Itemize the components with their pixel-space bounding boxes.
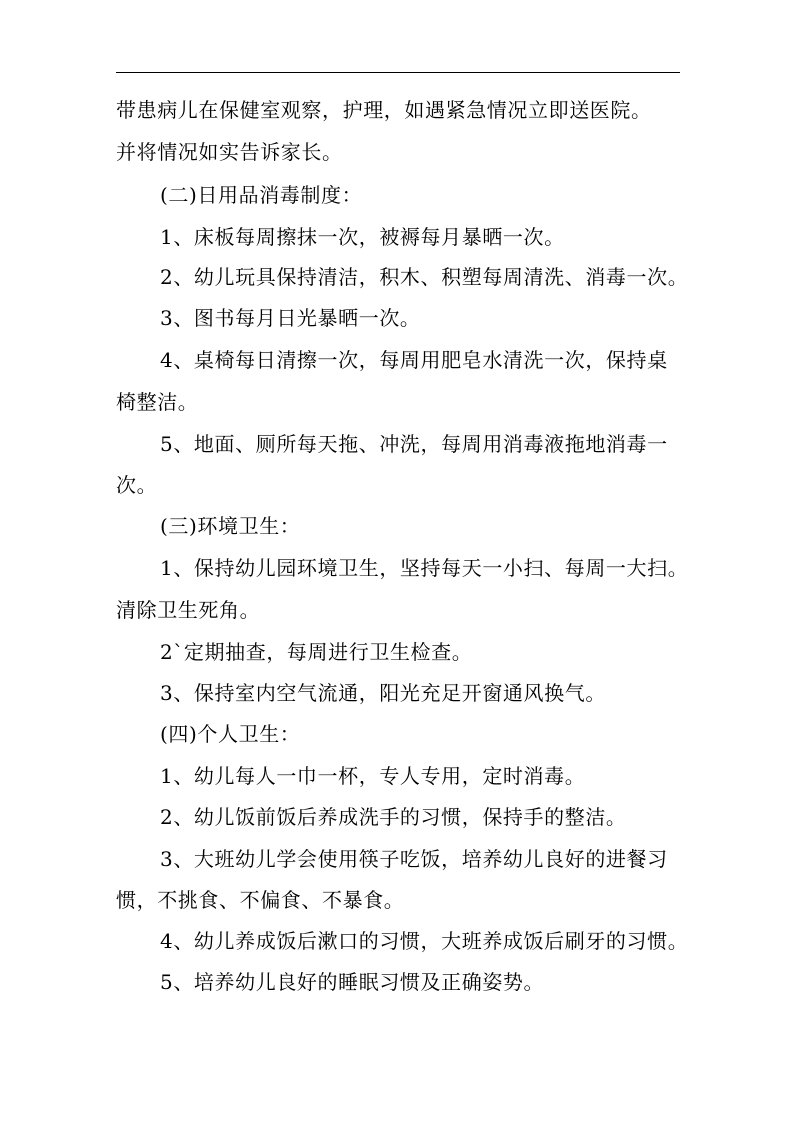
body-line-15: 3、保持室内空气流通，阳光充足开窗通风换气。 [160,681,606,705]
body-line-1: 带患病儿在保健室观察，护理，如遇紧急情况立即送医院。 [116,98,652,122]
body-line-19: 3、大班幼儿学会使用筷子吃饭，培养幼儿良好的进餐习 [160,847,668,871]
body-line-21: 4、幼儿养成饭后漱口的习惯，大班养成饭后刷牙的习惯。 [160,929,689,953]
body-line-20: 惯，不挑食、不偏食、不暴食。 [116,888,405,912]
body-line-12: 1、保持幼儿园环境卫生，坚持每天一小扫、每周一大扫。 [160,556,689,580]
body-line-5: 2、幼儿玩具保持清洁，积木、积塑每周清洗、消毒一次。 [160,265,689,289]
body-line-7: 4、桌椅每日清擦一次，每周用肥皂水清洗一次，保持桌 [160,348,668,372]
body-line-2: 并将情况如实告诉家长。 [116,140,343,164]
body-line-22: 5、培养幼儿良好的睡眠习惯及正确姿势。 [160,970,545,994]
section-heading-daily-items: (二)日用品消毒制度： [160,183,363,207]
body-line-14: 2`定期抽查，每周进行卫生检查。 [160,640,473,664]
body-line-8: 椅整洁。 [116,390,199,414]
body-line-6: 3、图书每月日光暴晒一次。 [160,306,421,330]
header-rule [116,72,680,73]
section-heading-environment: (三)环境卫生： [160,514,301,538]
body-line-17: 1、幼儿每人一巾一杯，专人专用，定时消毒。 [160,764,586,788]
body-line-10: 次。 [116,473,158,497]
body-line-4: 1、床板每周擦抹一次，被褥每月暴晒一次。 [160,225,565,249]
section-heading-personal-hygiene: (四)个人卫生： [160,722,301,746]
body-line-9: 5、地面、厕所每天拖、冲洗，每周用消毒液拖地消毒一 [160,432,668,456]
body-line-18: 2、幼儿饭前饭后养成洗手的习惯，保持手的整洁。 [160,805,627,829]
body-line-13: 清除卫生死角。 [116,598,261,622]
